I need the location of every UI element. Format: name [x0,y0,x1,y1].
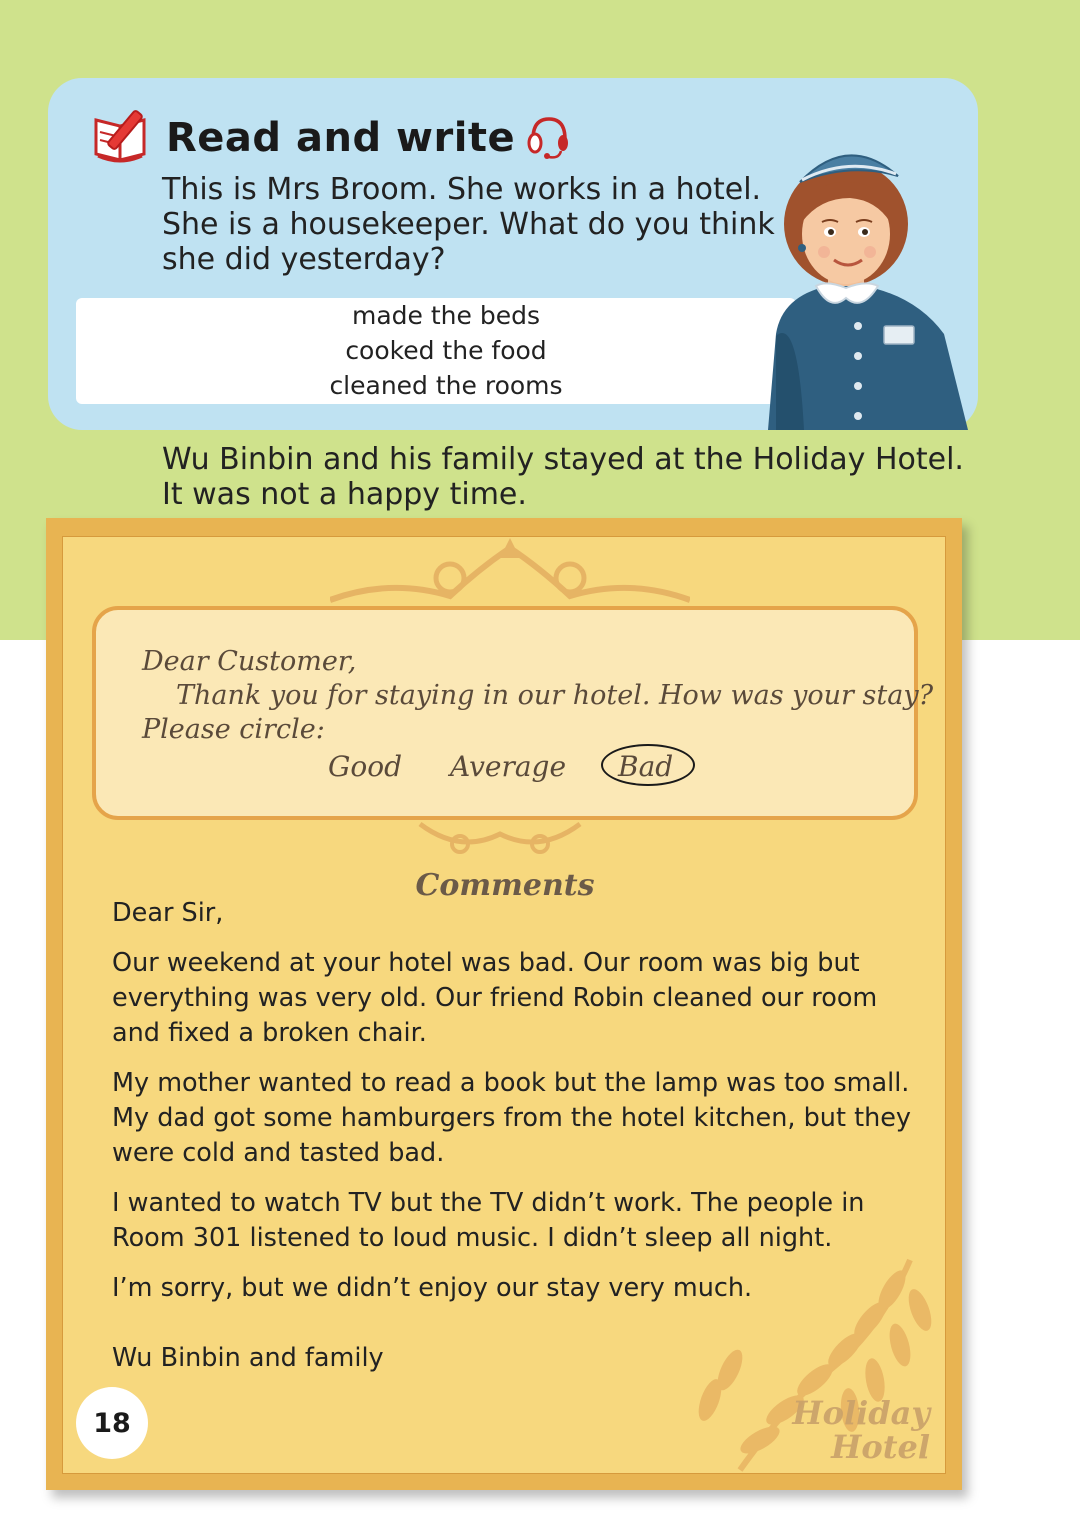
letter-paragraph: Our weekend at your hotel was bad. Our room was big but everything was very old. Our friend Robin cleaned our room and fixed a broken chair. [112,948,878,1048]
survey-box [92,606,934,820]
rating-bad[interactable]: Bad [618,750,674,783]
options-box [76,298,796,404]
rating-good[interactable]: Good [328,750,403,783]
survey-instruction: Please circle: [142,714,325,745]
holiday-hotel-logo [770,1396,930,1464]
letter-paragraph: My mother wanted to read a book but the lamp was too small. My dad got some hamburgers from the hotel kitchen, but they were cold and tasted bad. [112,1068,912,1168]
flourish-bottom [400,814,600,868]
comments-letter [112,896,932,1391]
section-header [90,108,569,168]
option-cleaned-the-rooms: cleaned the rooms [329,371,563,400]
read-write-icon [90,106,156,170]
survey-question: Thank you for staying in our hotel. How was your stay? [176,680,934,711]
rating-average[interactable]: Average [450,750,567,783]
intro-text [162,172,802,277]
story-text [162,442,1022,512]
intro-line: she did yesterday? [162,242,446,277]
option-made-the-beds: made the beds [352,301,540,330]
option-cooked-the-food: cooked the food [345,336,547,365]
story-line: Wu Binbin and his family stayed at the Holiday Hotel. [162,442,964,477]
section-heading: Read and write [166,115,516,161]
intro-line: This is Mrs Broom. She works in a hotel. [162,172,762,207]
letter-signature: Wu Binbin and family [112,1343,384,1373]
page-number: 18 [76,1387,148,1459]
letter-salutation: Dear Sir, [112,898,224,928]
letter-paragraph: I’m sorry, but we didn’t enjoy our stay very much. [112,1273,753,1303]
comments-title: Comments [415,868,595,903]
hotel-logo-line1: Holiday [792,1394,930,1432]
headphones-icon [525,111,569,165]
letter-paragraph: I wanted to watch TV but the TV didn’t work. The people in Room 301 listened to loud music. I didn’t sleep all night. [112,1188,865,1253]
story-line: It was not a happy time. [162,477,527,512]
survey-greeting: Dear Customer, [142,646,357,677]
intro-line: She is a housekeeper. What do you think [162,207,775,242]
selected-rating-circle [601,744,695,786]
hotel-logo-line2: Hotel [831,1428,930,1466]
mrs-broom-illustration [758,136,980,430]
flourish-top [330,538,690,612]
